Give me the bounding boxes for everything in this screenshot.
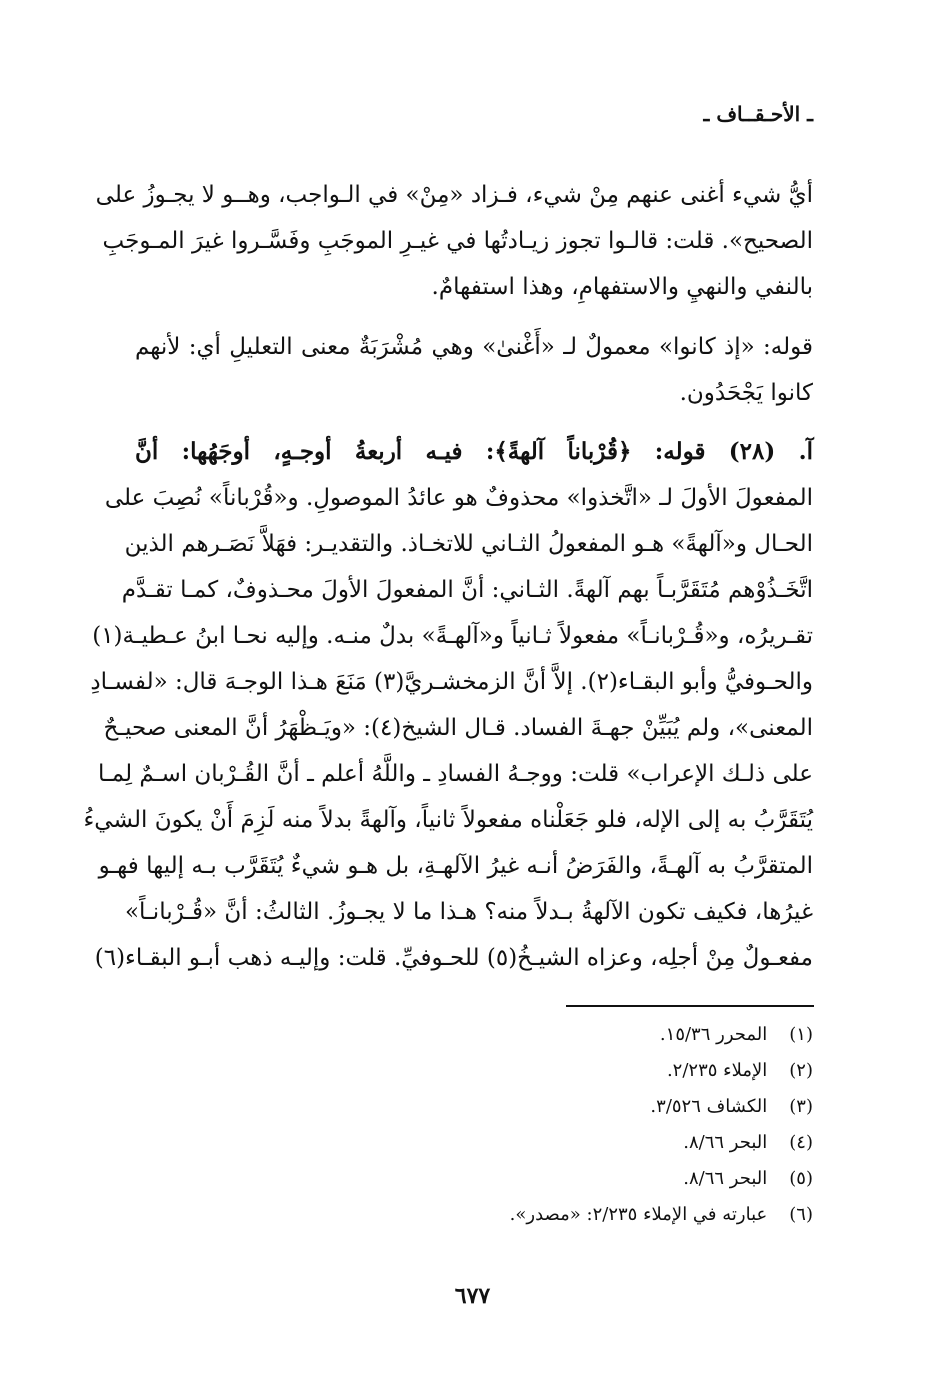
text-line: المتقرَّبُ به آلهـةً، والفَرَضُ أنـه غيرُ الآلهـةِ، بل هـو شيءٌ يُتَقَرَّب بـه إليها فهـو [98, 853, 813, 879]
footnote-separator [566, 1005, 814, 1007]
paragraph-3 [83, 429, 813, 981]
text-line: الحـال و«آلهةً» هـو المفعولُ الثـاني للاتخـاذ. والتقديـر: فهَلاَّ نَصَـرهم الذين [124, 531, 813, 557]
footnote [313, 1161, 813, 1197]
footnote [313, 1125, 813, 1161]
footnote-text: عبارته في الإملاء ٢/٢٣٥: «مصدر». [509, 1204, 768, 1225]
footnotes [313, 1017, 813, 1233]
footnote-number: (٣) [789, 1096, 813, 1117]
footnote-number: (٤) [789, 1132, 813, 1153]
footnote-number: (٥) [789, 1168, 813, 1189]
text-line: المفعولَ الأولَ لـ «اتَّخذوا» محذوفٌ هو عائدُ الموصولِ. و«قُرْباناً» نُصِبَ على [104, 485, 813, 511]
running-header: ـ الأحـقــاف ـ [703, 102, 813, 126]
text-line: مفعـولٌ مِنْ أجلِه، وعزاه الشيـخُ(٥) للحـوفيِّ. قلت: وإليـه ذهب أبـو البقـاء(٦) [94, 945, 813, 971]
text-line: على ذلـك الإعراب» قلت: ووجـهُ الفسادِ ـ واللَّهُ أعلم ـ أنَّ القُـرْبان اسـمٌ لِمـا [98, 761, 813, 787]
footnote-text: البحر ٨/٦٦. [683, 1132, 768, 1153]
footnote [313, 1089, 813, 1125]
page-number: ٦٧٧ [454, 1283, 491, 1309]
paragraph-1 [95, 172, 813, 310]
text-line: يُتَقَرَّبُ به إلى الإله، فلو جَعَلْناه مفعولاً ثانياً، وآلهةً بدلاً منه لَزِمَ أَنْ يكونَ الشيءُ [83, 807, 813, 833]
text-line: غيرُها، فكيف تكون الآلهةُ بـدلاً منه؟ هـذا ما لا يجـوزُ. الثالثُ: أنَّ «قُـرْبانـاً» [124, 899, 813, 925]
text-line: والحـوفيُّ وأبو البقـاء(٢). إلاَّ أنَّ الزمخشـريَّ(٣) مَنَعَ هـذا الوجـهَ قال: «لفسـادِ [90, 669, 813, 695]
text-line: قوله: «إذ كانوا» معمولٌ لـ «أَغْنىٰ» وهي مُشْرَبَةٌ معنى التعليلِ أي: لأنهم [135, 334, 813, 360]
footnote-number: (١) [789, 1024, 813, 1045]
text-line: اتَّخَـذُوْهم مُتَقَرَّبـاً بهم آلهةً. الثـاني: أنَّ المفعولَ الأولَ محـذوفٌ، كمـا تقـدَّم [121, 577, 813, 603]
text-line: أيُّ شيء أغنى عنهم مِنْ شيء، فـزاد «مِنْ» في الـواجب، وهــو لا يجـوزُ على [95, 182, 813, 208]
text-line: الصحيح». قلت: قالـوا تجوز زيـادتُها في غيـرِ الموجَبِ وفَسَّـروا غيرَ المـوجَبِ [102, 228, 813, 254]
text-line: بالنفي والنهيِ والاستفهامِ، وهذا استفهامٌ. [431, 274, 813, 300]
footnote [313, 1197, 813, 1233]
verse-heading-line: آ. (٢٨) قوله: ﴿قُرْباناً آلهةً﴾: فيـه أربعةُ أوجـهٍ، أوجَهُها: أنَّ [135, 438, 813, 465]
footnote-text: الإملاء ٢/٢٣٥. [666, 1060, 768, 1081]
footnote-number: (٢) [789, 1060, 813, 1081]
footnote [313, 1017, 813, 1053]
text-line: المعنى»، ولم يُبَيِّنْ جهـةَ الفساد. قـال الشيخ(٤): «ويَـظْهَرُ أنَّ المعنى صحيـحٌ [103, 715, 813, 741]
text-line: تقـريرُه، و«قُـرْبانـاً» مفعولاً ثـانياً و«آلهـةً» بدلٌ منـه. وإليه نحـا ابنُ عـطيـة(١) [92, 623, 813, 649]
footnote [313, 1053, 813, 1089]
footnote-text: المحرر ١٥/٣٦. [659, 1024, 768, 1045]
footnote-text: الكشاف ٣/٥٢٦. [650, 1096, 768, 1117]
footnote-number: (٦) [789, 1204, 813, 1225]
text-line: كانوا يَجْحَدُون. [679, 380, 813, 406]
paragraph-2 [135, 324, 813, 416]
footnote-text: البحر ٨/٦٦. [683, 1168, 768, 1189]
